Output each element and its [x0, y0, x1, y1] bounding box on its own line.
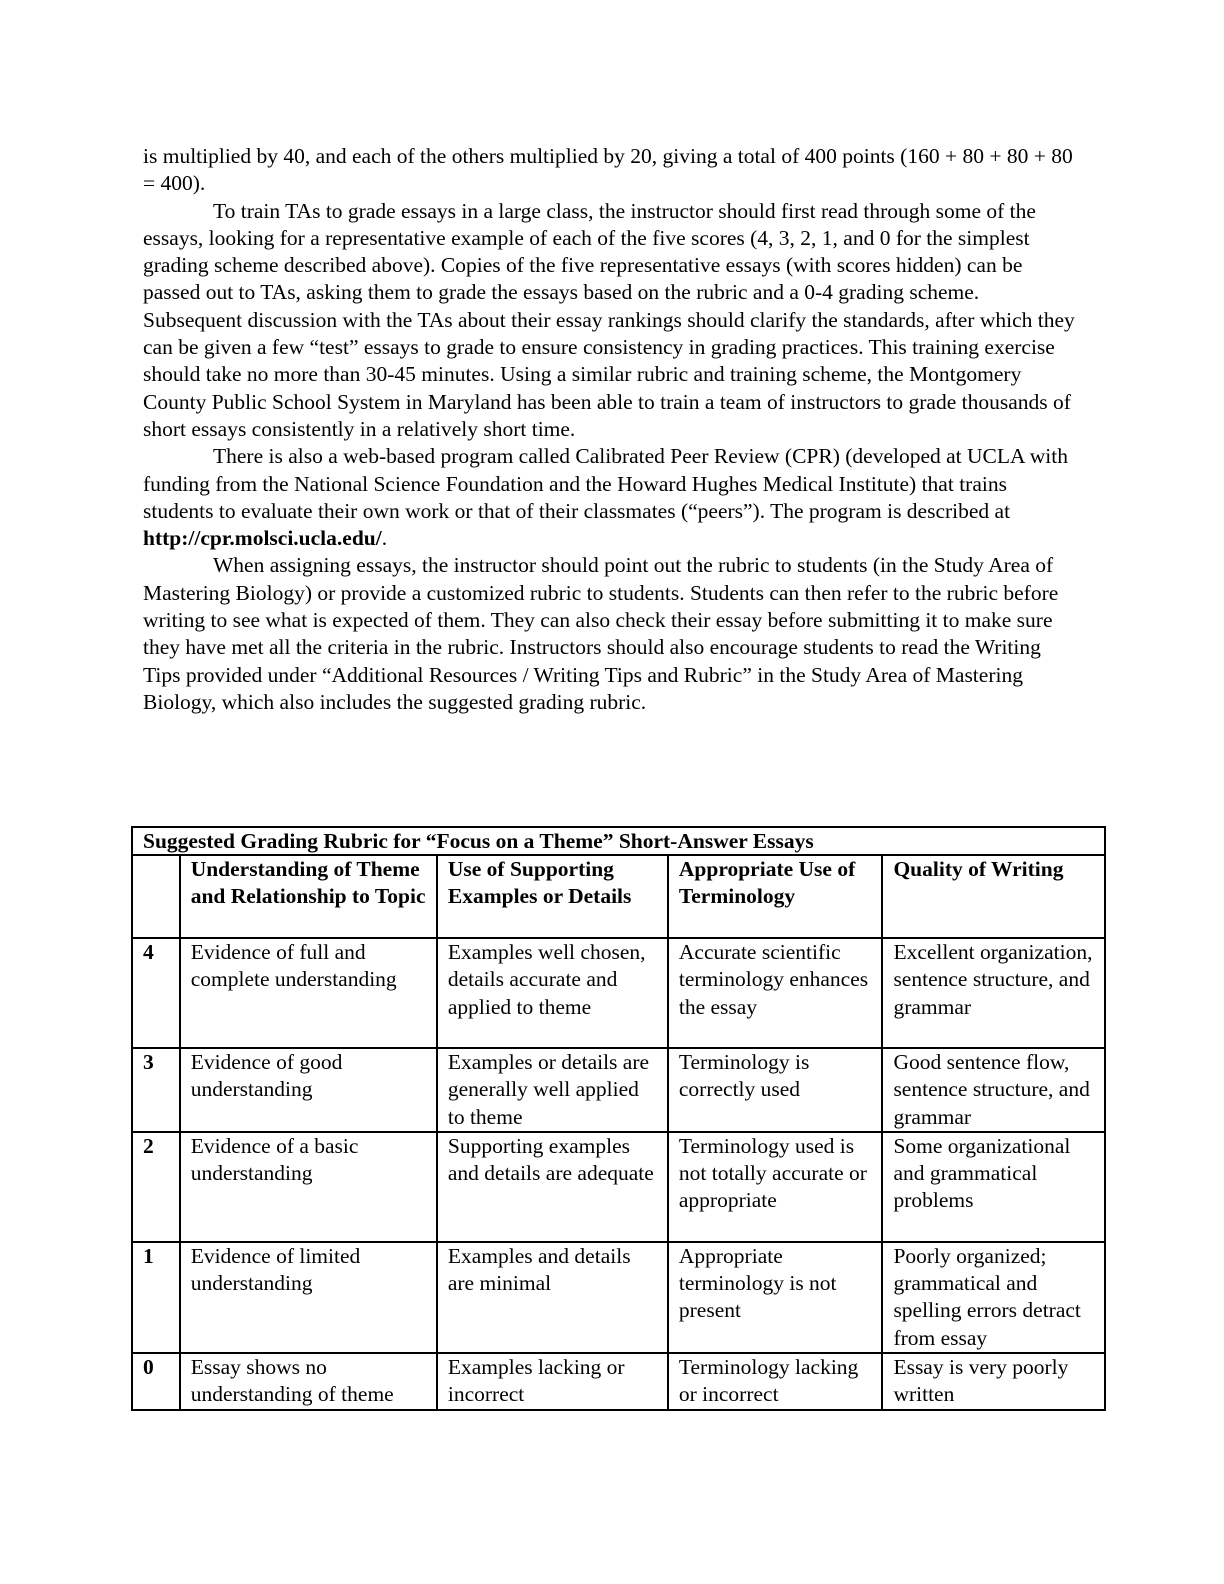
paragraph-scoring-total: is multiplied by 40, and each of the others multiplied by 20, giving a total of 400 points (160 + 80 + 80 + 80 = 400).	[143, 144, 1073, 196]
rubric-title-row	[132, 827, 1105, 855]
score-cell: 3	[132, 1048, 180, 1132]
cell-supporting-examples: Examples and details are minimal	[437, 1242, 668, 1353]
cpr-link[interactable]: http://cpr.molsci.ucla.edu/	[143, 526, 382, 551]
cell-understanding: Evidence of full and complete understanding	[180, 938, 437, 1048]
cell-terminology: Terminology used is not totally accurate or appropriate	[668, 1132, 883, 1242]
cell-terminology: Terminology is correctly used	[668, 1048, 883, 1132]
cell-quality-of-writing: Essay is very poorly written	[882, 1353, 1105, 1410]
cell-understanding: Evidence of a basic understanding	[180, 1132, 437, 1242]
cell-supporting-examples: Examples well chosen, details accurate and applied to theme	[437, 938, 668, 1048]
header-supporting-examples: Use of Supporting Examples or Details	[437, 855, 668, 938]
header-score	[132, 855, 180, 938]
rubric-row-score-4	[132, 938, 1105, 1048]
cell-supporting-examples: Examples lacking or incorrect	[437, 1353, 668, 1410]
paragraph-assigning-essays: When assigning essays, the instructor should point out the rubric to students (in the Study Area of Mastering Biology) or provide a customized rubric to students. Students can then refer to the rubric before writing to see what is expected of them. They can also check their essay before submitting it to make sure they have met all the criteria in the rubric. Instructors should also encourage students to read the Writing Tips provided under “Additional Resources / Writing Tips and Rubric” in the Study Area of Mastering Biology, which also includes the suggested grading rubric.	[143, 553, 1059, 714]
body-text	[143, 143, 1078, 716]
cell-understanding: Evidence of limited understanding	[180, 1242, 437, 1353]
cell-quality-of-writing: Poorly organized; grammatical and spelling errors detract from essay	[882, 1242, 1105, 1353]
cpr-text-end: .	[381, 526, 388, 551]
header-terminology: Appropriate Use of Terminology	[668, 855, 883, 938]
cell-terminology: Accurate scientific terminology enhances the essay	[668, 938, 883, 1048]
header-understanding: Understanding of Theme and Relationship to Topic	[180, 855, 437, 938]
paragraph-cpr	[143, 443, 1078, 552]
paragraph-ta-training: To train TAs to grade essays in a large class, the instructor should first read through some of the essays, looking for a representative example of each of the five scores (4, 3, 2, 1, and 0 for the simplest grading scheme described above). Copies of the five representative essays (with scores hidden) can be passed out to TAs, asking them to grade the essays based on the rubric and a 0-4 grading scheme. Subsequent discussion with the TAs about their essay rankings should clarify the standards, after which they can be given a few “test” essays to grade to ensure consistency in grading practices. This training exercise should take no more than 30-45 minutes. Using a similar rubric and training scheme, the Montgomery County Public School System in Maryland has been able to train a team of instructors to grade thousands of short essays consistently in a relatively short time.	[143, 198, 1075, 441]
cell-supporting-examples: Supporting examples and details are adequate	[437, 1132, 668, 1242]
score-cell: 2	[132, 1132, 180, 1242]
cell-understanding: Essay shows no understanding of theme	[180, 1353, 437, 1410]
cell-terminology: Terminology lacking or incorrect	[668, 1353, 883, 1410]
cell-supporting-examples: Examples or details are generally well applied to theme	[437, 1048, 668, 1132]
score-cell: 0	[132, 1353, 180, 1410]
cell-understanding: Evidence of good understanding	[180, 1048, 437, 1132]
score-cell: 4	[132, 938, 180, 1048]
rubric-row-score-2	[132, 1132, 1105, 1242]
grading-rubric-table	[131, 826, 1106, 1411]
rubric-row-score-0	[132, 1353, 1105, 1410]
cell-quality-of-writing: Some organizational and grammatical problems	[882, 1132, 1105, 1242]
header-quality-of-writing: Quality of Writing	[882, 855, 1105, 938]
rubric-row-score-1	[132, 1242, 1105, 1353]
rubric-title: Suggested Grading Rubric for “Focus on a Theme” Short-Answer Essays	[132, 827, 1105, 855]
rubric-row-score-3	[132, 1048, 1105, 1132]
score-cell: 1	[132, 1242, 180, 1353]
cell-quality-of-writing: Excellent organization, sentence structure, and grammar	[882, 938, 1105, 1048]
rubric-header-row	[132, 855, 1105, 938]
cpr-text: There is also a web-based program called Calibrated Peer Review (CPR) (developed at UCLA with funding from the National Science Foundation and the Howard Hughes Medical Institute) that trains students to evaluate their own work or that of their classmates (“peers”). The program is described at	[143, 444, 1068, 523]
cell-terminology: Appropriate terminology is not present	[668, 1242, 883, 1353]
cell-quality-of-writing: Good sentence flow, sentence structure, and grammar	[882, 1048, 1105, 1132]
